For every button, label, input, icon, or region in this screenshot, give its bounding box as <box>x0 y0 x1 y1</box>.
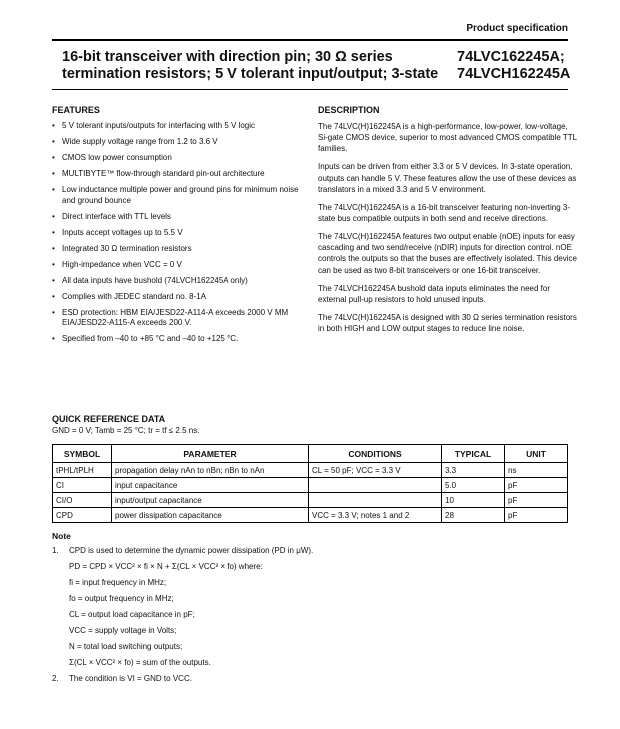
feature-item: • High-impedance when VCC = 0 V <box>52 260 310 271</box>
column-header: UNIT <box>505 445 568 463</box>
description-paragraph: The 74LVC(H)162245A is designed with 30 Ω series termination resistors in both HIGH and LOW output stages to reduce line noise. <box>318 312 577 334</box>
symbol-cell: tPHL/tPLH <box>53 463 112 478</box>
unit-cell: pF <box>505 478 568 493</box>
formula-definition: fi = input frequency in MHz; <box>69 578 167 587</box>
description-heading: DESCRIPTION <box>318 105 380 115</box>
note-2 <box>52 671 568 687</box>
table-row <box>53 508 568 523</box>
feature-item: • MULTIBYTE™ flow-through standard pin-out architecture <box>52 169 310 180</box>
note-1 <box>52 543 568 559</box>
notes-heading: Note <box>52 531 71 541</box>
conditions-cell <box>309 493 442 508</box>
conditions-cell: CL = 50 pF; VCC = 3.3 V <box>309 463 442 478</box>
typical-cell: 5.0 <box>442 478 505 493</box>
feature-item: • Integrated 30 Ω termination resistors <box>52 244 310 255</box>
unit-cell: pF <box>505 493 568 508</box>
feature-item: • Low inductance multiple power and ground pins for minimum noise and ground bounce <box>52 185 310 206</box>
title-rule <box>52 89 568 90</box>
note-number: 2. <box>52 674 59 683</box>
part-number-2: 74LVCH162245A <box>457 66 571 82</box>
feature-item: • Specified from –40 to +85 °C and –40 to +125 °C. <box>52 334 310 345</box>
note-text: The condition is VI = GND to VCC. <box>69 674 192 683</box>
formula-definition: fo = output frequency in MHz; <box>69 594 174 603</box>
spec-label: Product specification <box>466 23 568 34</box>
formula-definition: CL = output load capacitance in pF; <box>69 610 195 619</box>
description-section <box>318 105 578 334</box>
features-heading: FEATURES <box>52 105 100 115</box>
symbol-cell: CI <box>53 478 112 493</box>
description-paragraph: The 74LVCH162245A bushold data inputs eliminates the need for external pull-up resistors to hold unused inputs. <box>318 283 551 304</box>
quick-reference-heading: QUICK REFERENCE DATA <box>52 414 166 424</box>
parameter-cell: propagation delay nAn to nBn; nBn to nAn <box>112 463 309 478</box>
formula-definition: Σ(CL × VCC² × fo) = sum of the outputs. <box>69 658 211 667</box>
feature-item: • CMOS low power consumption <box>52 153 310 164</box>
formula-definition: N = total load switching outputs; <box>69 642 183 651</box>
title-line-1: 16-bit transceiver with direction pin; 30 Ω series <box>62 49 393 65</box>
part-numbers <box>457 49 570 83</box>
table-row <box>53 463 568 478</box>
column-header: PARAMETER <box>112 445 309 463</box>
feature-item: • Wide supply voltage range from 1.2 to 3.6 V <box>52 137 310 148</box>
column-header: SYMBOL <box>53 445 112 463</box>
conditions-cell <box>309 478 442 493</box>
conditions-cell: VCC = 3.3 V; notes 1 and 2 <box>309 508 442 523</box>
typical-cell: 28 <box>442 508 505 523</box>
formula-definition: VCC = supply voltage in Volts; <box>69 626 177 635</box>
typical-cell: 3.3 <box>442 463 505 478</box>
typical-cell: 10 <box>442 493 505 508</box>
description-paragraph: The 74LVC(H)162245A features two output enable (nOE) inputs for easy cascading and two send/receive (nDIR) inputs for direction control. nOE controls the outputs so that the buses are effectively isolated. This device can be used as two 8-bit transceivers or one 16-bit transceiver. <box>318 232 577 275</box>
quick-reference-conditions: GND = 0 V; Tamb = 25 °C; tr = tf ≤ 2.5 ns. <box>52 426 200 435</box>
unit-cell: ns <box>505 463 568 478</box>
table-row <box>53 493 568 508</box>
features-list <box>52 121 310 345</box>
features-section <box>52 105 310 350</box>
note-text: CPD is used to determine the dynamic power dissipation (PD in μW). <box>69 546 314 555</box>
table-header-row <box>53 445 568 463</box>
feature-item: • Inputs accept voltages up to 5.5 V <box>52 228 310 239</box>
quick-reference-section <box>52 414 568 435</box>
symbol-cell: CPD <box>53 508 112 523</box>
feature-item: • 5 V tolerant inputs/outputs for interfacing with 5 V logic <box>52 121 310 132</box>
part-number-1: 74LVC162245A; <box>457 49 565 65</box>
feature-item: • ESD protection: HBM EIA/JESD22-A114-A exceeds 2000 V MM EIA/JESD22-A115-A exceeds 200 V. <box>52 308 310 329</box>
table-row <box>53 478 568 493</box>
parameter-cell: power dissipation capacitance <box>112 508 309 523</box>
column-header: CONDITIONS <box>309 445 442 463</box>
description-paragraph: Inputs can be driven from either 3.3 or 5 V devices. In 3-state operation, outputs can handle 5 V. These features allow the use of these devices as translators in a mixed 3.3 and 5 V environment. <box>318 162 577 194</box>
header-rule <box>52 39 568 41</box>
unit-cell: pF <box>505 508 568 523</box>
feature-item: • All data inputs have bushold (74LVCH162245A only) <box>52 276 310 287</box>
title-line-2: termination resistors; 5 V tolerant input/output; 3-state <box>62 66 439 82</box>
document-title <box>62 49 438 83</box>
notes-section <box>52 531 568 687</box>
parameter-cell: input/output capacitance <box>112 493 309 508</box>
symbol-cell: CI/O <box>53 493 112 508</box>
parameter-cell: input capacitance <box>112 478 309 493</box>
quick-reference-table <box>52 444 568 523</box>
feature-item: • Direct interface with TTL levels <box>52 212 310 223</box>
description-paragraph: The 74LVC(H)162245A is a high-performance, low-power, low-voltage, Si-gate CMOS device, superior to most advanced CMOS compatible TTL families. <box>318 122 577 154</box>
note-number: 1. <box>52 546 59 555</box>
column-header: TYPICAL <box>442 445 505 463</box>
feature-item: • Complies with JEDEC standard no. 8-1A <box>52 292 310 303</box>
description-paragraph: The 74LVC(H)162245A is a 16-bit transceiver featuring non-inverting 3-state bus compatible outputs in both send and receive directions. <box>318 202 570 224</box>
power-formula: PD = CPD × VCC² × fi × N + Σ(CL × VCC² × fo) where: <box>69 562 263 571</box>
